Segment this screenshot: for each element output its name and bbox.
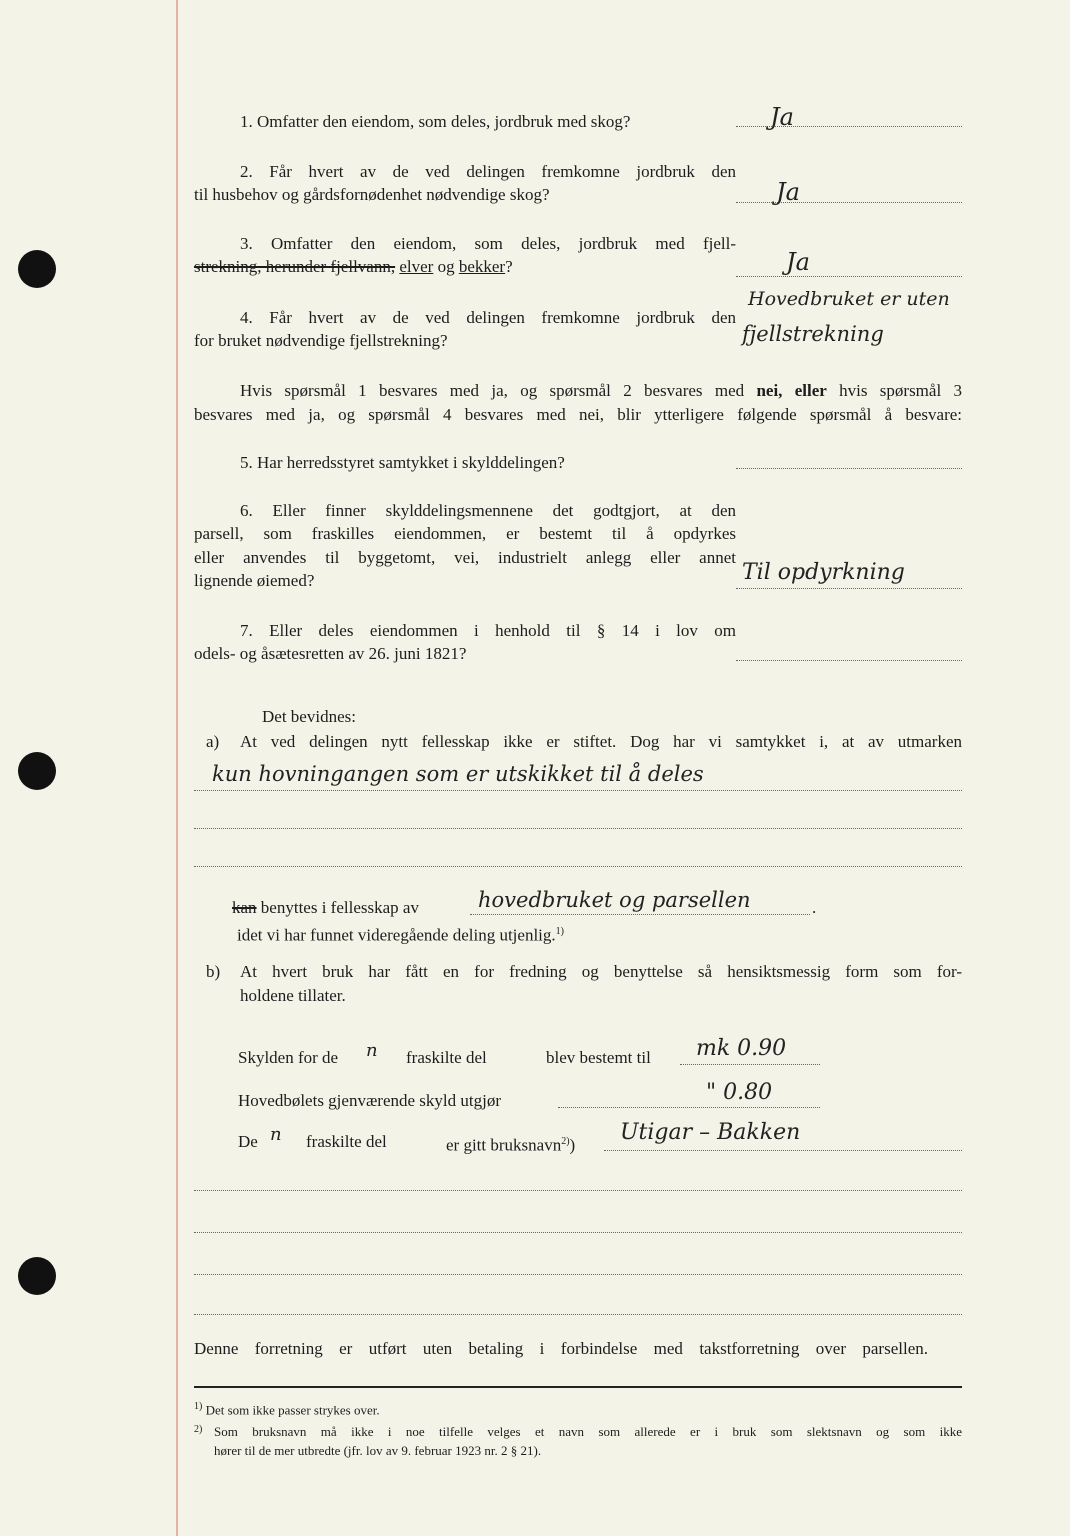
answer-line-3: [736, 276, 962, 277]
blank-line-4: [194, 1314, 962, 1315]
question-mark: ?: [505, 257, 513, 276]
skyld-label-b: fraskilte del: [406, 1048, 487, 1067]
question-6-line-1: 6. Eller finner skylddelingsmennene det godtgjort, at den: [240, 501, 736, 520]
question-3-line-1: 3. Omfatter den eiendom, som deles, jordbruk med fjell-: [240, 234, 736, 253]
blank-line-3: [194, 1274, 962, 1275]
answer-4-line-2: fjellstrekning: [742, 322, 884, 346]
bekker-underlined: bekker: [458, 257, 506, 276]
blank-line-1: [194, 1190, 962, 1191]
de-hw-n: n: [270, 1124, 282, 1145]
og-word: og: [437, 257, 455, 276]
skyld-label-a: Skylden for de: [238, 1048, 339, 1067]
footnote-2-mark-wrap: [194, 1421, 202, 1441]
de-label: De: [238, 1132, 258, 1151]
question-6-line-4: lignende øiemed?: [194, 571, 315, 590]
footnote-1-text: Det som ikke passer strykes over.: [205, 1402, 380, 1418]
benyttes-fill-line: [470, 914, 810, 915]
question-4-line-2: for bruket nødvendige fjellstrekning?: [194, 331, 448, 350]
bold-eller: eller: [794, 381, 827, 400]
question-5: 5. Har herredsstyret samtykket i skylddelingen?: [240, 453, 565, 472]
idet-text: idet vi har funnet videregående deling utjenlig.: [237, 925, 556, 945]
answer-2: Ja: [776, 178, 800, 206]
item-b-line-2: holdene tillater.: [240, 986, 346, 1005]
bevidnes-heading: Det bevidnes:: [262, 707, 356, 726]
benyttes-handwritten: hovedbruket og parsellen: [478, 888, 751, 912]
bruksnavn-close: ): [569, 1135, 576, 1155]
bruksnavn-fill-line: [604, 1150, 962, 1151]
punch-hole-bottom: [18, 1257, 56, 1295]
condition-line-1: [240, 379, 962, 403]
punch-hole-top: [18, 250, 56, 288]
item-a-handwritten: kun hovningangen som er utskikket til å deles: [212, 762, 704, 786]
question-3-line-2: [194, 255, 513, 279]
question-7-line-1: 7. Eller deles eiendommen i henhold til § 14 i lov om: [240, 621, 736, 640]
bruksnavn-label: [446, 1130, 575, 1158]
item-a-text: At ved delingen nytt fellesskap ikke er stiftet. Dog har vi samtykket i, at av utmarken: [240, 732, 962, 751]
blank-line-2: [194, 1232, 962, 1233]
answer-line-6: [736, 588, 962, 589]
answer-line-5: [736, 468, 962, 469]
benyttes-period: .: [812, 898, 817, 917]
footnote-ref-1: 1): [555, 926, 564, 937]
fill-line-a1: [194, 790, 962, 791]
bold-nei: nei,: [756, 381, 783, 400]
footnote-rule: [194, 1386, 962, 1388]
fraskilte-label: fraskilte del: [306, 1132, 387, 1151]
skyld-value: mk 0.90: [696, 1036, 787, 1061]
footnote-2-line-2: hører til de mer utbredte (jfr. lov av 9. februar 1923 nr. 2 § 21).: [214, 1443, 542, 1458]
answer-line-7: [736, 660, 962, 661]
idet-line: [237, 920, 564, 948]
closing-statement: Denne forretning er utført uten betaling i forbindelse med takstforretning over parsellen.: [194, 1339, 928, 1358]
footnote-2-line-1: Som bruksnavn må ikke i noe tilfelle velges et navn som allerede er i bruk som slektsnavn og som ikke: [214, 1424, 962, 1439]
condition-text-b: hvis spørsmål 3: [839, 381, 962, 400]
answer-1: Ja: [770, 103, 794, 131]
footnote-1-mark: 1): [194, 1401, 203, 1412]
benyttes-line: [232, 896, 419, 920]
hovedbolet-fill-line: [558, 1107, 820, 1108]
skyld-fill-line: [680, 1064, 820, 1065]
benyttes-text: benyttes i fellesskap av: [260, 898, 419, 917]
answer-6: Til opdyrkning: [742, 560, 905, 585]
footnote-1: [194, 1398, 380, 1418]
item-b-line-1: At hvert bruk har fått en for fredning og benyttelse så hensiktsmessig form som for-: [240, 962, 962, 981]
struck-text: strekning, herunder fjellvann,: [194, 257, 396, 276]
answer-line-2: [736, 202, 962, 203]
item-b-label: b): [206, 962, 221, 981]
condition-line-2: besvares med ja, og spørsmål 4 besvares med nei, blir ytterligere følgende spørsmål å besvare:: [194, 405, 962, 424]
fill-line-a3: [194, 866, 962, 867]
punch-hole-middle: [18, 752, 56, 790]
question-6-line-3: eller anvendes til byggetomt, vei, industrielt anlegg eller annet: [194, 548, 736, 567]
skyld-hw-n: n: [366, 1040, 378, 1061]
answer-3: Ja: [786, 248, 810, 276]
question-2-line-2: til husbehov og gårdsfornødenhet nødvendige skog?: [194, 185, 550, 204]
condition-text-a: Hvis spørsmål 1 besvares med ja, og spørsmål 2 besvares med: [240, 381, 745, 400]
skyld-label-c: blev bestemt til: [546, 1048, 651, 1067]
item-a-label: a): [206, 732, 220, 751]
fill-line-a2: [194, 828, 962, 829]
question-1: 1. Omfatter den eiendom, som deles, jordbruk med skog?: [240, 112, 631, 131]
question-2-line-1: 2. Får hvert av de ved delingen fremkomne jordbruk den: [240, 162, 736, 181]
bruksnavn-value: Utigar – Bakken: [620, 1120, 801, 1145]
question-7-line-2: odels- og åsætesretten av 26. juni 1821?: [194, 644, 467, 663]
struck-kan: kan: [232, 898, 257, 917]
hovedbolet-label: Hovedbølets gjenværende skyld utgjør: [238, 1091, 501, 1110]
hovedbolet-value: " 0.80: [706, 1080, 773, 1105]
elver-underlined: elver: [399, 257, 434, 276]
margin-line: [176, 0, 178, 1536]
answer-4-line-1: Hovedbruket er uten: [748, 288, 950, 310]
footnote-2-mark: 2): [194, 1424, 203, 1435]
question-6-line-2: parsell, som fraskilles eiendommen, er bestemt til å opdyrkes: [194, 524, 736, 543]
footnote-ref-2: 2): [561, 1136, 570, 1147]
question-4-line-1: 4. Får hvert av de ved delingen fremkomne jordbruk den: [240, 308, 736, 327]
bruksnavn-text: er gitt bruksnavn: [446, 1135, 562, 1155]
